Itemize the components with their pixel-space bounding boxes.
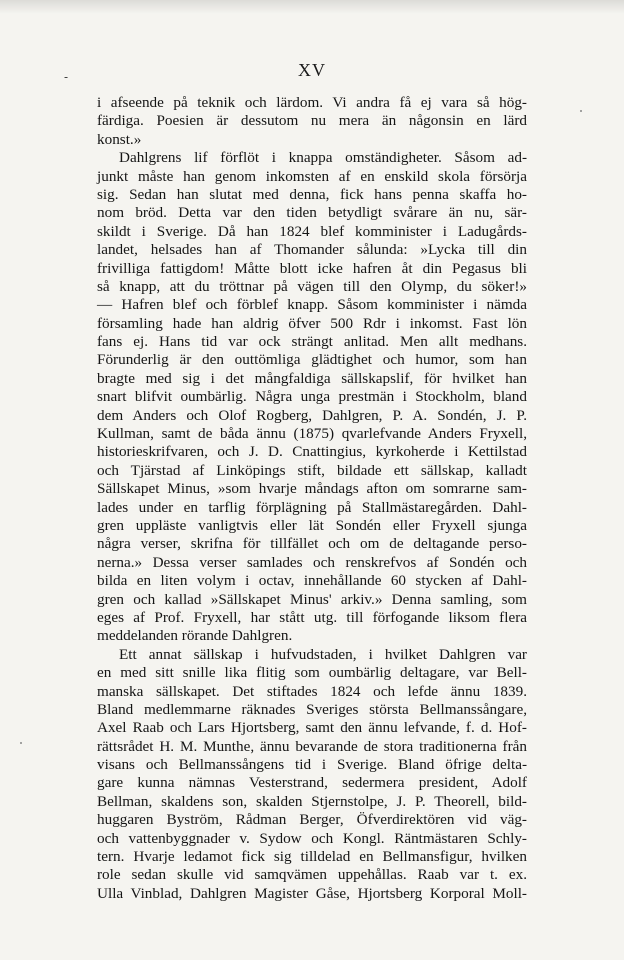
text-line: tern. Hvarje ledamot fick sig tilldelad en Bellmansfigur, hvilken xyxy=(97,848,527,866)
text-line: nerna.» Dessa verser samlades och renskrefvos af Sondén och xyxy=(97,553,527,571)
text-line: dem Anders och Olof Rogberg, Dahlgren, P. A. Sondén, J. P. xyxy=(97,406,527,424)
text-line: så knapp, att du tröttnar på vägen till den Olymp, du söker!» xyxy=(97,277,527,295)
text-line: skildt i Sverige. Då han 1824 blef komminister i Ladugårds- xyxy=(97,222,527,240)
text-line: och vattenbyggnader v. Sydow och Kongl. Räntmästaren Schly- xyxy=(97,829,527,847)
text-line: rättsrådet H. M. Munthe, ännu bevarande de stora traditionerna från xyxy=(97,737,527,755)
text-line: en med sitt snille lika flitig som oumbärlig deltagare, var Bell- xyxy=(97,664,527,682)
text-line: Axel Raab och Lars Hjortsberg, samt den ännu lefvande, f. d. Hof- xyxy=(97,719,527,737)
text-line: i afseende på teknik och lärdom. Vi andra få ej vara så hög- xyxy=(97,94,527,111)
text-line: konst.» xyxy=(97,130,142,148)
text-line: junkt måste han genom inkomsten af en enskild skola försörja xyxy=(97,167,527,185)
text-line: meddelanden rörande Dahlgren. xyxy=(97,627,293,645)
text-line: Ett annat sällskap i hufvudstaden, i hvilket Dahlgren var xyxy=(119,645,527,663)
text-line: fans ej. Hans tid var ock strängt anlitad. Men allt medhans. xyxy=(97,333,527,351)
text-line: — Hafren blef och förblef knapp. Såsom komminister i nämda xyxy=(97,296,527,314)
text-line: eges af Prof. Fryxell, har stått utg. till förfogande liksom flera xyxy=(97,608,527,626)
text-line: och Tjärstad af Linköpings stift, bildade ett sällskap, kalladt xyxy=(97,461,527,479)
text-line: gren uppläste vanligtvis eller lät Sondén eller Fryxell sjunga xyxy=(97,516,527,534)
paper-speck xyxy=(20,742,22,744)
margin-mark: - xyxy=(64,70,69,84)
paper-speck xyxy=(580,110,582,112)
text-line: församling hade han aldrig öfver 500 Rdr i inkomst. Fast lön xyxy=(97,314,527,332)
text-line: frivilliga fattigdom! Måtte blott icke hafren åt din Pegasus bli xyxy=(97,259,527,277)
text-line: Kullman, samt de båda ännu (1875) qvarlefvande Anders Fryxell, xyxy=(97,425,527,443)
text-line: bragte med sig i det mångfaldiga sällskapslif, för hvilket han xyxy=(97,369,527,387)
text-line: Bland medlemmarne räknades Sveriges största Bellmanssångare, xyxy=(97,700,527,718)
text-line: huggaren Byström, Rådman Berger, Öfverdirektören vid väg- xyxy=(97,811,527,829)
text-line: manska sällskapet. Det stiftades 1824 och lefde ännu 1839. xyxy=(97,682,527,700)
text-line: gren och kallad »Sällskapet Minus' arkiv.» Denna samling, som xyxy=(97,590,527,608)
text-line: bilda en liten volym i octav, innehållande 60 stycken af Dahl- xyxy=(97,572,527,590)
text-line: färdiga. Poesien är dessutom nu mera än någonsin en lärd xyxy=(97,112,527,130)
page-number: XV xyxy=(298,60,326,80)
text-line: nom bröd. Detta var den tiden betydligt svårare än nu, sär- xyxy=(97,204,527,222)
text-line: historieskrifvaren, och J. D. Cnattingius, kyrkoherde i Kettilstad xyxy=(97,443,527,461)
text-line: Bellman, skaldens son, skalden Stjernstolpe, J. P. Theorell, bild- xyxy=(97,792,527,810)
text-line: Förunderlig är den outtömliga glädtighet och humor, som han xyxy=(97,351,527,369)
text-line: visans och Bellmanssångens tid i Sverige. Bland öfrige delta- xyxy=(97,756,527,774)
text-line: gare kunna nämnas Vesterstrand, sedermera president, Adolf xyxy=(97,774,527,792)
body-text xyxy=(97,94,527,903)
text-line: Dahlgrens lif förflöt i knappa omständigheter. Såsom ad- xyxy=(119,149,527,167)
text-line: Ulla Vinblad, Dahlgren Magister Gåse, Hjortsberg Korporal Moll- xyxy=(97,884,527,902)
text-line: landet, helsades han af Thomander sålunda: »Lycka till din xyxy=(97,241,527,259)
text-line: Sällskapet Minus, »som hvarje måndags afton om somrarne sam- xyxy=(97,480,527,498)
text-line: några verser, skrifna för tillfället och om de deltagande perso- xyxy=(97,535,527,553)
text-line: snart blifvit oumbärlig. Några unga prestmän i Stockholm, bland xyxy=(97,388,527,406)
text-line: role sedan skulle vid samqvämen uppehållas. Raab var t. ex. xyxy=(97,866,527,884)
text-line: sig. Sedan han slutat med denna, fick hans penna skaffa ho- xyxy=(97,185,527,203)
text-line: lades under en tarflig förplägning på Stallmästaregården. Dahl- xyxy=(97,498,527,516)
